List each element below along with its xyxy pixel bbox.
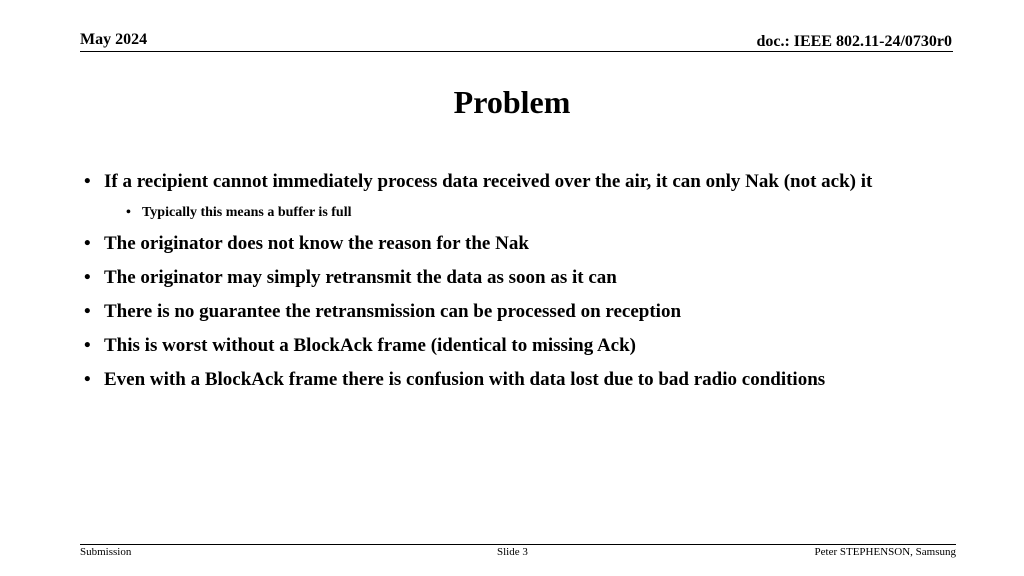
header-doc-id: doc.: IEEE 802.11-24/0730r0 (756, 33, 952, 50)
bullet-text: If a recipient cannot immediately process data received over the air, it can only Nak (not ack) it (104, 171, 873, 192)
bullet-dot-icon: • (84, 267, 91, 288)
bullet-text: Even with a BlockAck frame there is confusion with data lost due to bad radio conditions (104, 369, 826, 390)
bullet-text: The originator does not know the reason for the Nak (104, 233, 529, 254)
bullet-dot-icon: • (84, 369, 91, 390)
bullet-text: There is no guarantee the retransmission can be processed on reception (104, 301, 682, 322)
slide-title: Problem (453, 84, 571, 120)
bullet-dot-icon: • (84, 171, 91, 192)
bullet-dot-icon: • (126, 205, 131, 220)
header-divider (80, 51, 953, 52)
footer-slide-number: Slide 3 (497, 546, 528, 558)
footer-author: Peter STEPHENSON, Samsung (814, 546, 956, 558)
bullet-text: The originator may simply retransmit the data as soon as it can (104, 267, 617, 288)
header-date: May 2024 (80, 31, 148, 48)
bullet-dot-icon: • (84, 335, 91, 356)
bullet-dot-icon: • (84, 233, 91, 254)
bullet-text: This is worst without a BlockAck frame (identical to missing Ack) (104, 335, 636, 356)
footer-submission: Submission (80, 546, 132, 558)
footer-divider (80, 544, 956, 545)
bullet-dot-icon: • (84, 301, 91, 322)
bullet-text: Typically this means a buffer is full (142, 205, 352, 220)
